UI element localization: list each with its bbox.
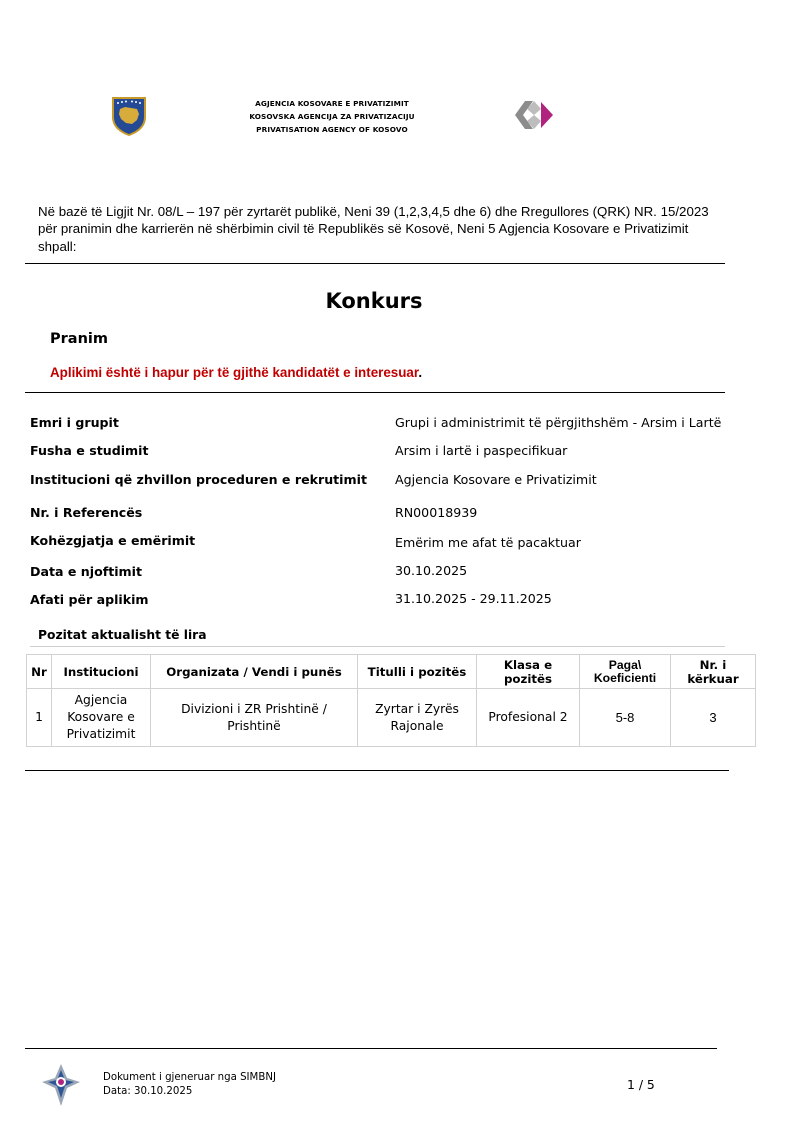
detail-value-duration: Emërim me afat të pacaktuar bbox=[395, 535, 581, 550]
cell-class: Profesional 2 bbox=[477, 689, 580, 747]
divider bbox=[25, 392, 725, 393]
detail-value-field: Arsim i lartë i paspecifikuar bbox=[395, 443, 568, 458]
detail-value-group: Grupi i administrimit të përgjithshëm - Arsim i Lartë bbox=[395, 415, 722, 430]
subtitle: Pranim bbox=[50, 331, 108, 347]
agency-name-line: KOSOVSKA AGENCIJA ZA PRIVATIZACIJU bbox=[249, 112, 415, 121]
cell-nr: 1 bbox=[27, 689, 52, 747]
column-header-required: Nr. i kërkuar bbox=[671, 655, 756, 689]
column-header-pay bbox=[580, 655, 671, 689]
footer-generated: Dokument i gjeneruar nga SIMBNJ bbox=[103, 1072, 276, 1083]
detail-label-reference: Nr. i Referencës bbox=[30, 505, 143, 520]
footer-date: Data: 30.10.2025 bbox=[103, 1086, 193, 1097]
detail-value-deadline: 31.10.2025 - 29.11.2025 bbox=[395, 591, 552, 606]
detail-value-reference: RN00018939 bbox=[395, 505, 478, 520]
column-header-organization: Organizata / Vendi i punës bbox=[151, 655, 358, 689]
detail-label-institution: Institucioni që zhvillon proceduren e rekrutimit bbox=[30, 472, 367, 487]
agency-name-line: AGJENCIA KOSOVARE E PRIVATIZIMIT bbox=[255, 99, 409, 108]
agency-name-line: PRIVATISATION AGENCY OF KOSOVO bbox=[256, 125, 408, 134]
cell-institution: Agjencia Kosovare e Privatizimit bbox=[52, 689, 151, 747]
detail-label-duration: Kohëzgjatja e emërimit bbox=[30, 533, 196, 548]
positions-heading-rule bbox=[30, 646, 725, 647]
detail-value-notice-date: 30.10.2025 bbox=[395, 563, 468, 578]
footer-divider bbox=[25, 1048, 717, 1049]
column-header-institution: Institucioni bbox=[52, 655, 151, 689]
intro-paragraph: Në bazë të Ligjit Nr. 08/L – 197 për zyrtarët publikë, Neni 39 (1,2,3,4,5 dhe 6) dhe Rregullores (QRK) NR. 15/2023 për pranimin dhe karrierën në shërbimin civil të Republikës së Kosovë, Neni 5 Agjencia Kosovare e Privatizimit shpall: bbox=[38, 204, 709, 254]
detail-value-institution: Agjencia Kosovare e Privatizimit bbox=[395, 472, 597, 487]
page-number: 1 / 5 bbox=[627, 1077, 655, 1092]
kosovo-emblem-icon bbox=[110, 95, 148, 137]
column-header-class: Klasa e pozitës bbox=[477, 655, 580, 689]
detail-label-deadline: Afati për aplikim bbox=[30, 592, 149, 607]
column-header-title: Titulli i pozitës bbox=[358, 655, 477, 689]
divider bbox=[25, 263, 725, 264]
footer-info bbox=[103, 1071, 276, 1099]
cell-required: 3 bbox=[671, 689, 756, 747]
table-header-row bbox=[27, 655, 756, 689]
simbnj-logo-icon bbox=[40, 1062, 82, 1108]
apply-notice-end: . bbox=[418, 365, 423, 380]
cell-pay: 5-8 bbox=[580, 689, 671, 747]
cell-organization: Divizioni i ZR Prishtinë / Prishtinë bbox=[151, 689, 358, 747]
table-row bbox=[27, 689, 756, 747]
column-header-nr: Nr bbox=[27, 655, 52, 689]
page-title: Konkurs bbox=[325, 289, 423, 313]
detail-label-group: Emri i grupit bbox=[30, 415, 119, 430]
positions-table bbox=[26, 654, 756, 747]
apply-notice-text: Aplikimi është i hapur për të gjithë kandidatët e interesuar bbox=[50, 365, 419, 380]
cell-title: Zyrtar i Zyrës Rajonale bbox=[358, 689, 477, 747]
divider bbox=[25, 770, 729, 771]
positions-heading: Pozitat aktualisht të lira bbox=[38, 628, 207, 642]
detail-label-notice-date: Data e njoftimit bbox=[30, 564, 142, 579]
apply-notice bbox=[50, 365, 422, 380]
pak-logo-icon bbox=[513, 99, 555, 131]
detail-label-field: Fusha e studimit bbox=[30, 443, 149, 458]
column-header-pay-line1: Paga\ bbox=[608, 657, 642, 672]
column-header-pay-line2: Koeficienti bbox=[593, 670, 657, 685]
agency-name bbox=[200, 97, 464, 136]
